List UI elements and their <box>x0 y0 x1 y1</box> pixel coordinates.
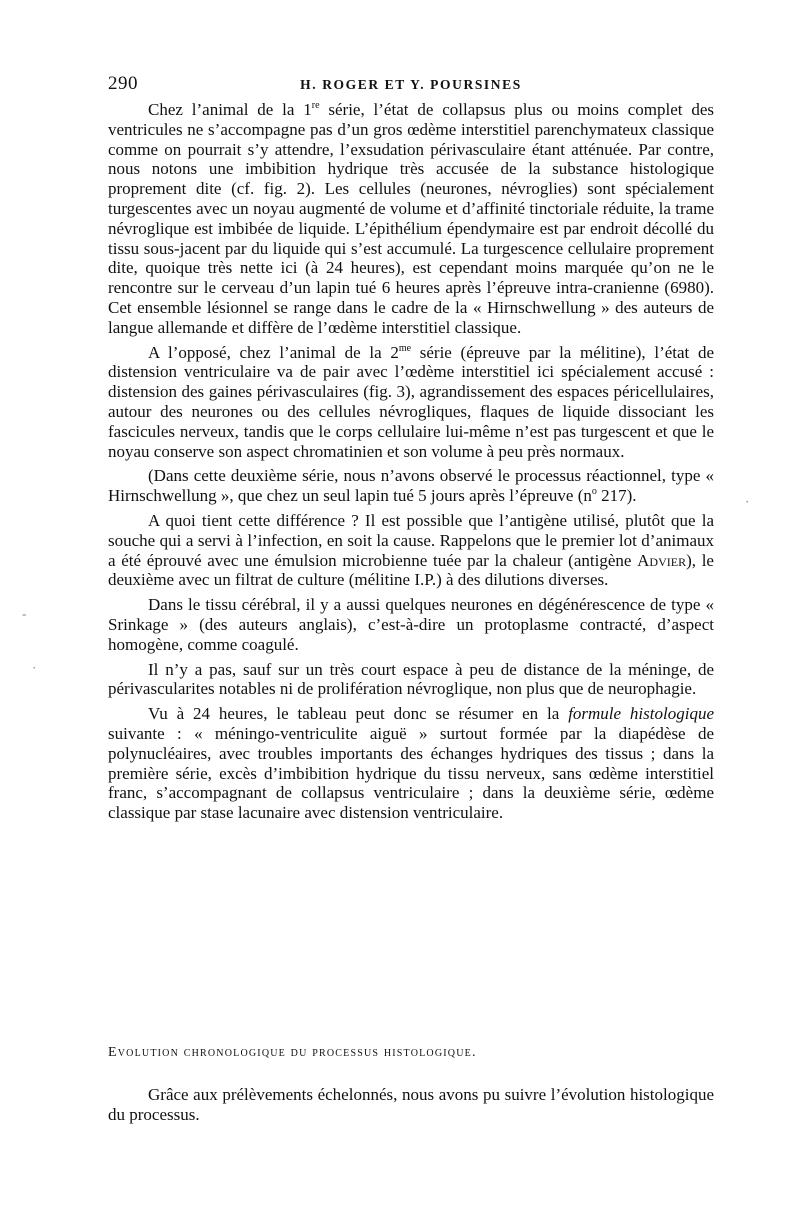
section-heading: Evolution chronologique du processus histologique. <box>108 1045 477 1060</box>
paragraph-7-lead: Vu à 24 heures, le tableau peut donc se résumer en la <box>148 704 569 724</box>
paragraph-7 <box>108 704 714 823</box>
page-number: 290 <box>108 73 138 94</box>
paragraph-7-rest: suivante : « méningo-ventriculite aiguë » surtout formée par la diapédèse de polynucléaires, avec troubles importants des échanges hydriques des tissus ; dans la première série, excès d’imbibition hydrique du tissu nerveux, sans œdème interstitiel franc, s’accompagnant de collapsus ventriculaire ; dans la deuxième série, œdème classique par stase lacunaire avec distension ventriculaire. <box>108 723 714 823</box>
paragraph-2-lead: A l’opposé, chez l’animal de la 2 <box>148 342 399 362</box>
paragraph-6: Il n’y a pas, sauf sur un très court espace à peu de distance de la méninge, de périvascularites notables ni de prolifération névroglique, non plus que de neurophagie. <box>108 659 714 699</box>
paragraph-8: Grâce aux prélèvements échelonnés, nous avons pu suivre l’évolution histologique du processus. <box>108 1085 714 1124</box>
author-name-smallcaps: Advier <box>637 550 687 570</box>
paragraph-1 <box>108 100 714 338</box>
paragraph-2-rest: série (épreuve par la mélitine), l’état de distension ventriculaire va de pair avec l’œdème interstitiel ici spécialement accusé : distension des gaines périvasculaires (fig. 3), agrandissement des espaces péricellulaires, autour des neurones ou des cellules névrogliques, flaques de liquide dissociant les fascicules nerveux, tandis que le corps cellulaire lui-même n’est pas turgescent et que le noyau conserve son aspect chromatinien et son volume à peu près normaux. <box>108 342 714 461</box>
paragraph-4-lead: A quoi tient cette différence ? Il est possible que l’antigène utilisé, plutôt que la souche qui a servi à l’infection, en soit la cause. Rappelons que le premier lot d’animaux a été éprouvé avec une émulsion microbienne tuée par la chaleur (antigène <box>108 510 714 570</box>
paragraph-4 <box>108 511 714 590</box>
running-title: H. ROGER ET Y. POURSINES <box>300 77 522 92</box>
ordinal-superscript: re <box>311 100 320 111</box>
number-superscript: o <box>591 486 597 498</box>
running-head <box>108 73 714 97</box>
paragraph-7-italic: formule histologique <box>568 704 714 724</box>
paragraph-3 <box>108 466 714 506</box>
paragraph-3-lead: (Dans cette deuxième série, nous n’avons observé le processus réactionnel, type « Hirnschwellung », que chez un seul lapin tué 5 jours après l’épreuve (n <box>108 466 714 506</box>
paragraph-1-lead: Chez l’animal de la 1 <box>148 100 312 119</box>
margin-mark: - <box>22 606 27 621</box>
body-text <box>108 100 714 823</box>
paragraph-2 <box>108 343 714 462</box>
paragraph-5: Dans le tissu cérébral, il y a aussi quelques neurones en dégénérescence de type « Srinkage » (des auteurs anglais), c’est-à-dire un protoplasme contracté, d’aspect homogène, comme coagulé. <box>108 595 714 654</box>
paragraph-1-rest: série, l’état de collapsus plus ou moins complet des ventricules ne s’accompagne pas d’un gros œdème interstitiel parenchymateux classique comme on pourrait s’y attendre, l’exsudation périvasculaire étant atténuée. Par contre, nous notons une imbibition hydrique très accusée de la substance histologique proprement dite (cf. fig. 2). Les cellules (neurones, névroglies) sont spécialement turgescentes avec un noyau augmenté de volume et d’affinité tinctoriale réduite, la trame névroglique est imbibée de liquide. L’épithélium épendymaire est par endroit décollé du tissu sous-jacent par du liquide qui s’est accumulé. La turgescence cellulaire proprement dite, quoique très nette ici (à 24 heures), est cependant moins marquée qu’on ne le rencontre sur le cerveau d’un lapin tué 6 heures après l’épreuve intra-cranienne (6980). Cet ensemble lésionnel se range dans le cadre de la « Hirnschwellung » des auteurs de langue allemande et diffère de l’œdème interstitiel classique. <box>108 100 714 337</box>
ordinal-superscript: me <box>398 342 412 354</box>
margin-mark: · <box>32 660 37 675</box>
section-body <box>108 1085 714 1125</box>
paragraph-3-rest: 217). <box>596 486 637 506</box>
margin-mark: · <box>745 494 750 509</box>
paragraph-4-rest: ), le deuxième avec un filtrat de culture (mélitine I.P.) à des dilutions diverses. <box>108 550 714 590</box>
